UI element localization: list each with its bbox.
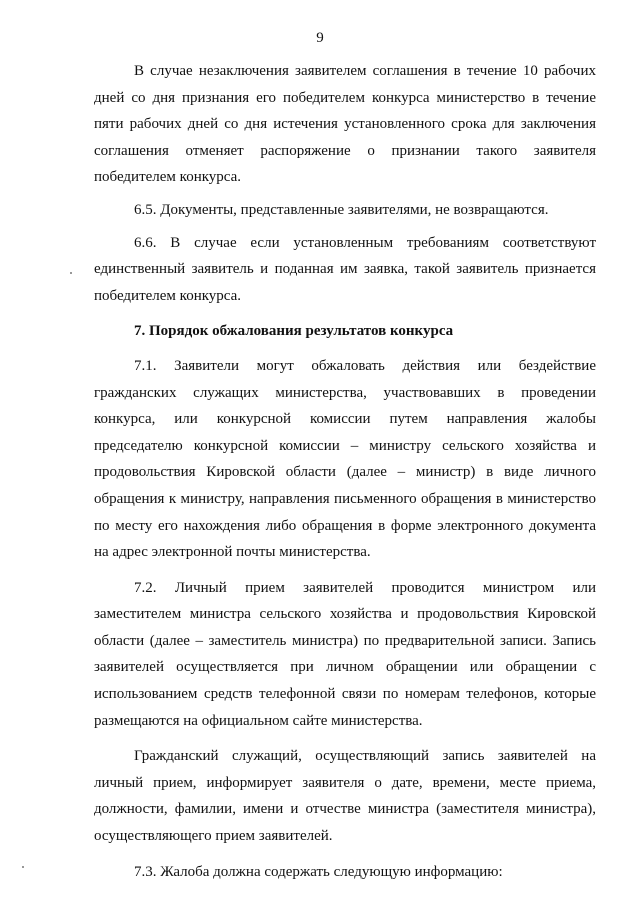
scan-speck	[70, 272, 72, 274]
paragraph-7-1: 7.1. Заявители могут обжаловать действия или бездействие гражданских служащих министерства, участвовавших в проведении конкурса, или конкурсной комиссии путем направления жалобы председателю конкурсной комиссии – министру сельского хозяйства и продовольствия Кировской области (далее – министр) в виде личного обращения к министру, направления письменного обращения в министерство по месту его нахождения либо обращения в форме электронного документа на адрес электронной почты министерства.	[94, 357, 596, 561]
paragraph-civil-servant: Гражданский служащий, осуществляющий запись заявителей на личный прием, информирует заявителя о дате, времени, месте приема, должности, фамилии, имени и отчестве министра (заместителя министра), осуществляющего прием заявителей.	[94, 748, 596, 845]
paragraph-7-3: 7.3. Жалоба должна содержать следующую информацию:	[134, 863, 503, 880]
paragraph-7-2: 7.2. Личный прием заявителей проводится министром или заместителем министра сельского хозяйства и продовольствия Кировской области (далее – заместитель министра) по предварительной записи. Запись заявителей осуществляется при личном обращении или обращении с использованием средств телефонной связи по номерам телефонов, которые размещаются на официальном сайте министерства.	[94, 579, 596, 729]
paragraph-6-6: 6.6. В случае если установленным требованиям соответствуют единственный заявитель и поданная им заявка, такой заявитель признается победителем конкурса.	[94, 234, 596, 304]
scan-speck	[22, 866, 24, 868]
paragraph-agreement-failure: В случае незаключения заявителем соглашения в течение 10 рабочих дней со дня признания его победителем конкурса министерство в течение пяти рабочих дней со дня истечения установленного срока для заключения соглашения отменяет распоряжение о признании такого заявителя победителем конкурса.	[94, 63, 596, 186]
paragraph-6-5: 6.5. Документы, представленные заявителями, не возвращаются.	[134, 201, 549, 218]
page-number: 9	[316, 30, 324, 46]
document-body	[94, 58, 596, 885]
section-heading-7: 7. Порядок обжалования результатов конкурса	[134, 323, 454, 340]
